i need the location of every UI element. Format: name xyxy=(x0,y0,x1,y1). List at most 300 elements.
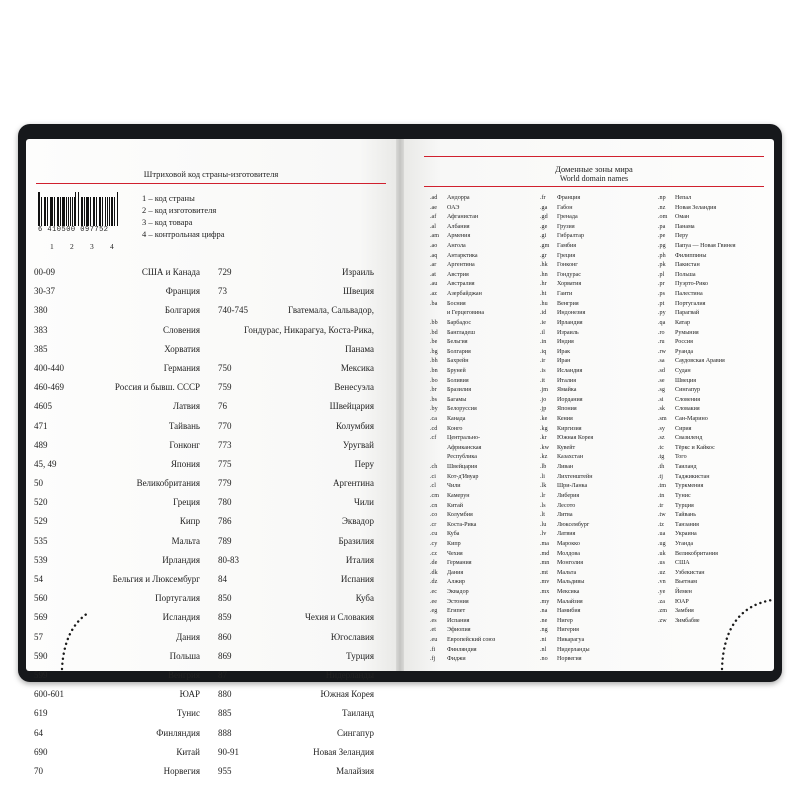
barcode-bar xyxy=(102,197,103,226)
domain-code: .cn xyxy=(430,502,438,509)
domain-country: Израиль xyxy=(557,329,579,336)
country-name-cell: Гондурас, Никарагуа, Коста-Рика, xyxy=(243,324,374,335)
domain-country: Тайвань xyxy=(675,512,697,519)
table-row xyxy=(34,263,374,282)
domain-country: Узбекистан xyxy=(675,569,705,576)
domain-country: Греция xyxy=(557,252,576,259)
domain-code: .py xyxy=(658,310,666,317)
country-code-cell: 885 xyxy=(218,708,232,719)
country-code-cell: 529 xyxy=(34,516,48,527)
domain-code: .ee xyxy=(430,598,437,605)
country-code-cell: 619 xyxy=(34,708,48,719)
domain-country: Индия xyxy=(557,339,574,346)
country-code-cell: 786 xyxy=(218,516,232,527)
domain-code: .br xyxy=(430,387,437,394)
domain-code: .se xyxy=(658,377,665,384)
domain-country: Конго xyxy=(447,425,463,432)
barcode-bar xyxy=(96,197,98,226)
country-code-cell: 955 xyxy=(218,765,232,776)
domain-country: Катар xyxy=(675,319,691,326)
country-name-cell: Куба xyxy=(355,593,374,604)
country-name-cell: Португалия xyxy=(155,593,200,604)
country-name-cell: Мексика xyxy=(340,362,374,373)
domain-country: Того xyxy=(675,454,687,461)
table-row xyxy=(34,455,374,474)
domain-country: Намибия xyxy=(557,608,581,615)
country-code-cell: 569 xyxy=(34,612,48,623)
domain-code: .ci xyxy=(430,473,436,480)
domain-code: .kz xyxy=(540,454,548,461)
country-name-cell: Италия xyxy=(345,554,374,565)
domain-country: Уганда xyxy=(675,540,694,547)
table-row xyxy=(34,532,374,551)
country-code-cell: 860 xyxy=(218,631,232,642)
domain-country: Франция xyxy=(557,195,581,201)
domain-code: .mx xyxy=(540,588,550,595)
domain-code: .is xyxy=(540,367,546,374)
domain-code: .ug xyxy=(658,540,666,547)
domain-country: Алжир xyxy=(447,579,465,586)
barcode-bar xyxy=(54,197,55,226)
domain-country: Египет xyxy=(447,608,466,615)
table-row xyxy=(34,397,374,416)
barcode-bars xyxy=(38,192,118,226)
barcode-image xyxy=(38,192,118,240)
domain-code: .ng xyxy=(540,627,548,634)
domain-code: .de xyxy=(430,560,438,567)
domain-country: Нидерланды xyxy=(557,646,590,653)
country-code-cell: 00-09 xyxy=(34,267,55,277)
domain-code: .sm xyxy=(658,416,667,423)
country-name-cell: Болгария xyxy=(164,305,200,316)
domain-code: .ca xyxy=(430,416,437,423)
country-name-cell: Польша xyxy=(169,650,200,661)
domain-code: .ro xyxy=(658,329,665,336)
barcode-number-2: 2 xyxy=(70,242,74,251)
table-row xyxy=(34,321,374,340)
country-name-cell: Венесуэла xyxy=(334,382,374,393)
domain-country: Бельгия xyxy=(447,339,468,346)
domain-code: .li xyxy=(540,473,545,480)
domain-country: Гондурас xyxy=(557,271,581,278)
domain-country: Россия xyxy=(675,339,693,346)
table-row xyxy=(34,493,374,512)
country-name-cell: Ирландия xyxy=(162,554,200,565)
domain-code: .cd xyxy=(430,425,438,432)
domain-country: Шри-Ланка xyxy=(557,483,588,490)
domain-country: Непал xyxy=(675,195,692,201)
country-code-cell: 64 xyxy=(34,727,43,738)
domain-code: .ar xyxy=(430,262,437,269)
domain-country: Норвегия xyxy=(557,656,582,663)
country-name-cell: Мальта xyxy=(171,535,200,546)
domain-country: Чили xyxy=(447,483,461,490)
country-code-cell: 779 xyxy=(218,478,232,489)
domain-code: .md xyxy=(540,550,550,557)
domain-code: .al xyxy=(430,223,436,230)
barcode-bar xyxy=(90,197,91,226)
domain-code: .eu xyxy=(430,637,438,644)
domain-code: .by xyxy=(430,406,438,413)
domain-country: Бразилия xyxy=(447,387,472,394)
domain-code: .am xyxy=(430,233,439,240)
country-name-cell: Эквадор xyxy=(341,516,374,527)
title-underline xyxy=(424,186,764,187)
domain-code: .il xyxy=(540,329,545,336)
domain-country: Португалия xyxy=(675,300,706,307)
legend-item: 1 – код страны xyxy=(142,193,195,203)
barcode-bar xyxy=(84,197,85,226)
domain-country: Оман xyxy=(675,214,690,221)
domain-code: .tg xyxy=(658,454,665,461)
domain-code: .aq xyxy=(430,252,438,259)
domain-code: .bb xyxy=(430,319,438,326)
domain-country: Колумбия xyxy=(447,512,473,519)
domain-country: Швеция xyxy=(675,377,697,384)
domain-country: Барбадос xyxy=(447,319,472,326)
country-name-cell: Греция xyxy=(173,497,200,508)
domain-code: .dz xyxy=(430,579,438,586)
domain-code: .ec xyxy=(430,588,437,595)
country-code-cell: 90-91 xyxy=(218,746,239,757)
domain-code: .cr xyxy=(430,521,437,528)
country-name-cell: Новая Зеландия xyxy=(313,746,374,757)
domain-country: Ирак xyxy=(557,348,571,355)
domain-code: .bn xyxy=(430,367,438,374)
domain-country: Канада xyxy=(447,416,466,423)
country-name-cell: ЮАР xyxy=(179,689,200,700)
country-code-cell: 599 xyxy=(34,669,48,680)
country-name-cell: Испания xyxy=(340,574,374,584)
domain-code: .be xyxy=(430,339,438,346)
domain-country: Антарктика xyxy=(447,252,478,259)
country-code-cell: 600-601 xyxy=(34,689,64,700)
barcode-legend xyxy=(142,192,225,240)
domain-code: .uz xyxy=(658,569,666,576)
domain-country: Туркмения xyxy=(675,483,704,490)
domain-code: .ps xyxy=(658,291,665,298)
domain-country: Польша xyxy=(675,271,696,278)
country-code-cell: 850 xyxy=(218,593,232,604)
domain-code: .sa xyxy=(658,358,665,365)
country-code-cell: 775 xyxy=(218,458,232,469)
domain-country: Южная Корея xyxy=(557,435,594,442)
domain-code: .ae xyxy=(430,204,437,211)
domain-country: Ямайка xyxy=(557,387,577,394)
left-page-title: Штриховой код страны-изготовителя xyxy=(143,169,279,179)
domain-country: Зимбабве xyxy=(675,617,700,624)
domain-country: Италия xyxy=(557,377,577,384)
domain-code: .qa xyxy=(658,319,666,326)
table-row xyxy=(34,743,374,762)
domain-country: Бангладеш xyxy=(447,329,475,336)
table-row xyxy=(34,685,374,704)
country-code-cell: 54 xyxy=(34,574,43,584)
domain-country: Грузия xyxy=(557,223,575,230)
domain-code: .et xyxy=(430,627,436,634)
domain-country: Танзания xyxy=(675,521,699,528)
country-name-cell: Япония xyxy=(170,458,200,469)
domain-country: Сан-Марино xyxy=(675,416,708,423)
domain-country: Гаити xyxy=(557,291,573,298)
domain-code: .hu xyxy=(540,300,548,307)
domain-code: .ad xyxy=(430,195,438,201)
domain-country: Бахрейн xyxy=(447,358,469,365)
domain-country: Австралия xyxy=(447,281,475,288)
country-name-cell: Хорватия xyxy=(164,343,200,354)
domain-country: Либерия xyxy=(557,492,580,499)
country-code-cell: 859 xyxy=(218,612,232,623)
domain-code: .my xyxy=(540,598,550,605)
domain-code: .eg xyxy=(430,608,438,615)
domain-code: .lb xyxy=(540,464,547,471)
domain-country: Киргизия xyxy=(557,425,582,432)
domain-country: Центрально- xyxy=(447,435,481,442)
country-code-cell: 380 xyxy=(34,305,48,316)
country-name-cell: Гватемала, Сальвадор, xyxy=(287,305,374,316)
domain-country: Иран xyxy=(557,358,571,365)
domain-country: Швейцария xyxy=(447,464,478,471)
country-name-cell: Финляндия xyxy=(156,727,200,738)
domain-code: .tm xyxy=(658,483,666,490)
country-name-cell: Швеция xyxy=(342,286,374,297)
table-row xyxy=(34,436,374,455)
domain-country: Словения xyxy=(675,396,701,403)
domain-country: Африканская xyxy=(447,444,482,451)
right-page xyxy=(404,139,774,671)
domain-country: США xyxy=(675,560,690,567)
country-name-cell: США и Канада xyxy=(141,267,200,277)
domain-code: .sd xyxy=(658,367,665,374)
barcode-bar xyxy=(64,197,65,226)
country-name-cell: Дания xyxy=(176,631,200,642)
domain-country: Куба xyxy=(447,531,460,538)
domain-code: .lu xyxy=(540,521,547,528)
country-name-cell: Аргентина xyxy=(333,478,374,489)
domain-code: .sy xyxy=(658,425,665,432)
domain-country: Парагвай xyxy=(675,310,700,317)
domain-country: Тунис xyxy=(675,492,691,499)
barcode-bar xyxy=(94,197,95,226)
domain-code: .id xyxy=(540,310,547,317)
country-name-cell: Тайвань xyxy=(168,420,200,431)
domain-code: .cm xyxy=(430,492,439,499)
domain-code: .pe xyxy=(658,233,666,240)
domain-country: Кувейт xyxy=(557,444,576,451)
domain-country: Судан xyxy=(675,367,691,374)
domain-country: Новая Зеландия xyxy=(675,204,717,211)
country-name-cell: Кипр xyxy=(179,516,200,527)
country-code-cell: 880 xyxy=(218,689,232,700)
country-code-cell: 70 xyxy=(34,765,43,776)
table-row xyxy=(34,704,374,723)
domain-country: Венгрия xyxy=(557,300,579,307)
domain-country: Пакистан xyxy=(675,262,700,269)
domain-country: Палестина xyxy=(675,291,703,298)
domain-code: .pr xyxy=(658,281,665,288)
domain-country: Литва xyxy=(557,512,573,519)
barcode-bar xyxy=(78,192,80,226)
domain-country: ЮАР xyxy=(675,598,689,605)
barcode-number-1: 1 xyxy=(50,242,54,251)
domain-code: .iq xyxy=(540,348,547,355)
country-name-cell: Тунис xyxy=(176,708,200,719)
domain-country: Финляндия xyxy=(447,646,477,653)
country-code-cell: 690 xyxy=(34,746,48,757)
domain-country: Албания xyxy=(447,223,470,230)
domain-code: .ch xyxy=(430,464,438,471)
domain-code: .jo xyxy=(540,396,547,403)
domain-country: Болгария xyxy=(447,348,471,355)
country-name-cell: Югославия xyxy=(330,631,374,642)
barcode-bar xyxy=(60,197,61,226)
country-name-cell: Таиланд xyxy=(342,708,374,719)
domain-code: .ph xyxy=(658,252,666,259)
country-code-cell: 560 xyxy=(34,593,48,604)
barcode-bar xyxy=(72,197,73,226)
country-code-cell: 4605 xyxy=(34,401,52,412)
domain-code: .ie xyxy=(540,319,546,326)
domain-code: .us xyxy=(658,560,665,567)
domain-code: .tc xyxy=(658,444,664,451)
domain-country: Япония xyxy=(557,406,577,413)
table-row xyxy=(34,474,374,493)
domain-country: Никарагуа xyxy=(557,637,585,644)
barcode-bar xyxy=(112,197,113,226)
domain-code: .af xyxy=(430,214,437,221)
domain-code: .lv xyxy=(540,531,547,538)
domain-code: .gd xyxy=(540,214,548,221)
domain-country: Гибралтар xyxy=(557,233,584,240)
domain-country: Исландия xyxy=(557,367,583,374)
domain-code: .pk xyxy=(658,262,666,269)
domain-country: Украина xyxy=(675,531,697,538)
country-code-cell: 383 xyxy=(34,324,48,335)
domain-country: Ирландия xyxy=(557,319,583,326)
domain-country: Чехия xyxy=(447,550,463,557)
right-page-title: Доменные зоны мира xyxy=(555,164,633,174)
domain-country: Иордания xyxy=(557,396,583,403)
domain-code: .lr xyxy=(540,492,546,499)
table-row xyxy=(34,417,374,436)
domain-country: Мальта xyxy=(557,569,577,576)
domain-code: .sk xyxy=(658,406,665,413)
country-code-cell: 789 xyxy=(218,535,232,546)
country-code-cell: 535 xyxy=(34,535,48,546)
domain-code: .cf xyxy=(430,435,437,442)
domain-country: Бруней xyxy=(447,367,466,374)
country-code-table xyxy=(34,263,374,781)
country-code-cell: 539 xyxy=(34,554,48,565)
domain-country: Австрия xyxy=(447,271,469,278)
domain-code: .fj xyxy=(430,656,436,663)
dotted-arc-decoration xyxy=(60,609,90,671)
domain-country: Гамбия xyxy=(557,243,577,250)
domain-code: .pg xyxy=(658,243,666,250)
domain-country: Латвия xyxy=(557,531,576,538)
barcode-bar xyxy=(117,192,118,226)
domain-country: Нигерия xyxy=(557,627,579,634)
domain-code: .ir xyxy=(540,358,546,365)
barcode-bar xyxy=(51,197,52,226)
domain-country: Вьетнам xyxy=(675,579,698,586)
domain-country: Ангола xyxy=(447,243,466,250)
country-name-cell: Исландия xyxy=(162,612,200,623)
country-code-cell: 400-440 xyxy=(34,362,64,373)
barcode-bar xyxy=(114,197,115,226)
domain-code: .np xyxy=(658,195,666,201)
domain-code: .dk xyxy=(430,569,438,576)
barcode-bar xyxy=(41,197,42,226)
country-code-cell: 520 xyxy=(34,497,48,508)
table-row xyxy=(34,301,374,320)
barcode-bar xyxy=(88,197,89,226)
domain-code: .ht xyxy=(540,291,547,298)
country-name-cell: Панама xyxy=(345,343,374,354)
table-row xyxy=(34,282,374,301)
country-name-cell: Колумбия xyxy=(335,420,374,431)
barcode-digits: 6 410500 097752 xyxy=(38,226,109,234)
domain-country: Эфиопия xyxy=(447,627,471,634)
domain-country: Индонезия xyxy=(557,310,586,317)
barcode-bar xyxy=(58,197,59,226)
domain-country: Румыния xyxy=(675,329,699,336)
domain-country: Боливия xyxy=(447,377,469,384)
domain-code: .rw xyxy=(658,348,666,355)
country-name-cell: Малайзия xyxy=(336,765,374,776)
domain-country: Казахстан xyxy=(557,454,584,461)
domain-code: .tj xyxy=(658,473,663,480)
country-name-cell: Китай xyxy=(176,746,200,757)
country-name-cell: Бельгия и Люксембург xyxy=(112,574,200,584)
country-code-cell: 770 xyxy=(218,420,232,431)
barcode-bar xyxy=(109,197,110,226)
domain-country: Сирия xyxy=(675,425,692,432)
domain-country: Йемен xyxy=(675,588,692,595)
domain-code: .gi xyxy=(540,233,547,240)
domain-country: Эквадор xyxy=(447,588,469,595)
domain-code: .gr xyxy=(540,252,547,259)
domain-country: Нигер xyxy=(557,617,573,624)
domain-country: Афганистан xyxy=(447,214,479,221)
country-code-cell: 759 xyxy=(218,382,232,393)
domain-code: .tr xyxy=(658,502,664,509)
country-name-cell: Сингапур xyxy=(336,727,374,738)
domain-country: и Герцеговина xyxy=(447,310,485,317)
domain-country: Монголия xyxy=(557,560,583,567)
domain-code: .th xyxy=(658,464,665,471)
country-code-cell: 590 xyxy=(34,650,48,661)
domain-code: .mn xyxy=(540,560,550,567)
domain-code: .bg xyxy=(430,348,438,355)
country-name-cell: Бразилия xyxy=(338,535,374,546)
domain-country: Словакия xyxy=(675,406,700,413)
domain-country: Панама xyxy=(675,223,695,230)
domain-country: Марокко xyxy=(557,540,580,547)
domain-country: ОАЭ xyxy=(447,204,460,211)
domain-code: .mt xyxy=(540,569,548,576)
domain-code: .pl xyxy=(658,271,665,278)
domain-country: Молдова xyxy=(557,550,580,557)
domain-code: .ye xyxy=(658,588,666,595)
country-code-cell: 729 xyxy=(218,267,232,277)
domain-code: .om xyxy=(658,214,668,221)
domain-country: Камерун xyxy=(447,492,470,499)
domain-code: .mv xyxy=(540,579,550,586)
country-code-cell: 460-469 xyxy=(34,382,64,393)
domain-code: .bs xyxy=(430,396,437,403)
country-name-cell: Латвия xyxy=(172,401,200,412)
